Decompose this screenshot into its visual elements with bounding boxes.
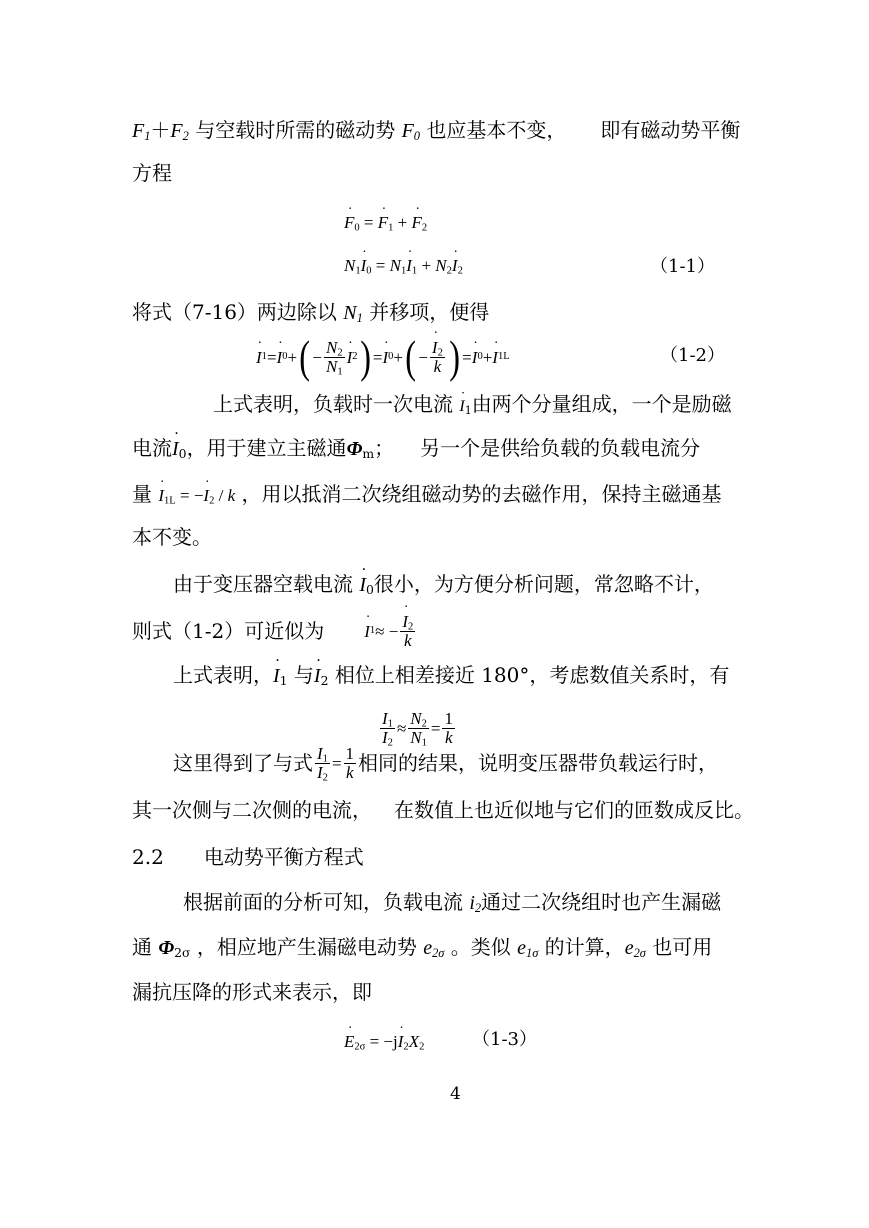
section-heading: 2.2 电动势平衡方程式 [132, 845, 364, 869]
equation: I ˙ 1 = I ˙ 0 + ( − $\frac{N_2}{N_1}$ I ˙ 2 ) = I ˙ 0 + ( − $\frac{I ˙_2}{k}$ ) = I ˙ 0 + I ˙ 1L [256, 332, 510, 382]
equation-label: （1-2） [660, 345, 725, 366]
equation: $\frac{I_1}{I_2}$ ≈ $\frac{N_2}{N_1}$ = $\frac{1}{k}$ [382, 708, 453, 749]
paragraph-line: 漏抗压降的形式来表示，即 [132, 980, 372, 1004]
equation: $N_1I$ $˙_0 = N_1I$ $˙_1 + N_2I$ $˙_2$ [344, 257, 463, 274]
equation-label: （1-1） [650, 256, 715, 277]
paragraph-line: 由于变压器空载电流 I $˙_0$很小，为方便分析问题，常忽略不计， [173, 574, 714, 595]
equation: F $˙_0 = F$ $˙_1 + F$ $˙_2$ [344, 214, 427, 231]
paragraph-line: 上式表明，I $˙_1$ 与I $˙_2$ 相位上相差接近 180°，考虑数值关系时，有 [173, 665, 729, 686]
paragraph-line: 电流I $˙_0$，用于建立主磁通$\Phi_m$； 另一个是供给负载的负载电流分 [132, 438, 700, 459]
page-number: 4 [450, 1084, 461, 1104]
paragraph-line: 将式（7-16）两边除以 $N_1$ 并移项，便得 [132, 300, 490, 326]
paragraph-line: 根据前面的分析可知，负载电流 $i_2$通过二次绕组时也产生漏磁 [183, 890, 722, 916]
paragraph-line: 这里得到了与式 $\frac{I_1}{I_2}$ = $\frac{1}{k}$ 相同的结果，说明变压器带负载运行时， [173, 743, 719, 784]
paragraph-line: 通 $\Phi_{2\sigma}$ ，相应地产生漏磁电动势 $e_{2\sigma}$ 。类似 $e_{1\sigma}$ 的计算，$e_{2\sigma}$ 也可用 [132, 935, 713, 961]
paragraph-line: 方程 [132, 161, 172, 185]
paragraph-line: 则式（1-2）可近似为 I ˙ 1 ≈ − $\frac{I ˙_2}{k}$ [132, 602, 417, 660]
paragraph-line: 本不变。 [132, 525, 212, 549]
math-var: $F_1$ [132, 120, 151, 144]
equation-label: （1-3） [472, 1029, 537, 1050]
paragraph-line: 量 I $˙_{1L} = -I$ $˙_2$ / k ，用以抵消二次绕组磁动势的去磁作用，保持主磁通基 [132, 484, 722, 504]
paragraph-line: 其一次侧与二次侧的电流， 在数值上也近似地与它们的匝数成反比。 [132, 798, 754, 822]
equation: E $˙_{2\sigma} = -jI$ $˙_2X_2$ [344, 1033, 424, 1050]
paragraph-line: $F_1+F_2$ 与空载时所需的磁动势 $F_0$ 也应基本不变， 即有磁动势平衡 [132, 118, 741, 144]
paragraph-line: 上式表明，负载时一次电流 I $˙_1$由两个分量组成，一个是励磁 [213, 394, 732, 415]
